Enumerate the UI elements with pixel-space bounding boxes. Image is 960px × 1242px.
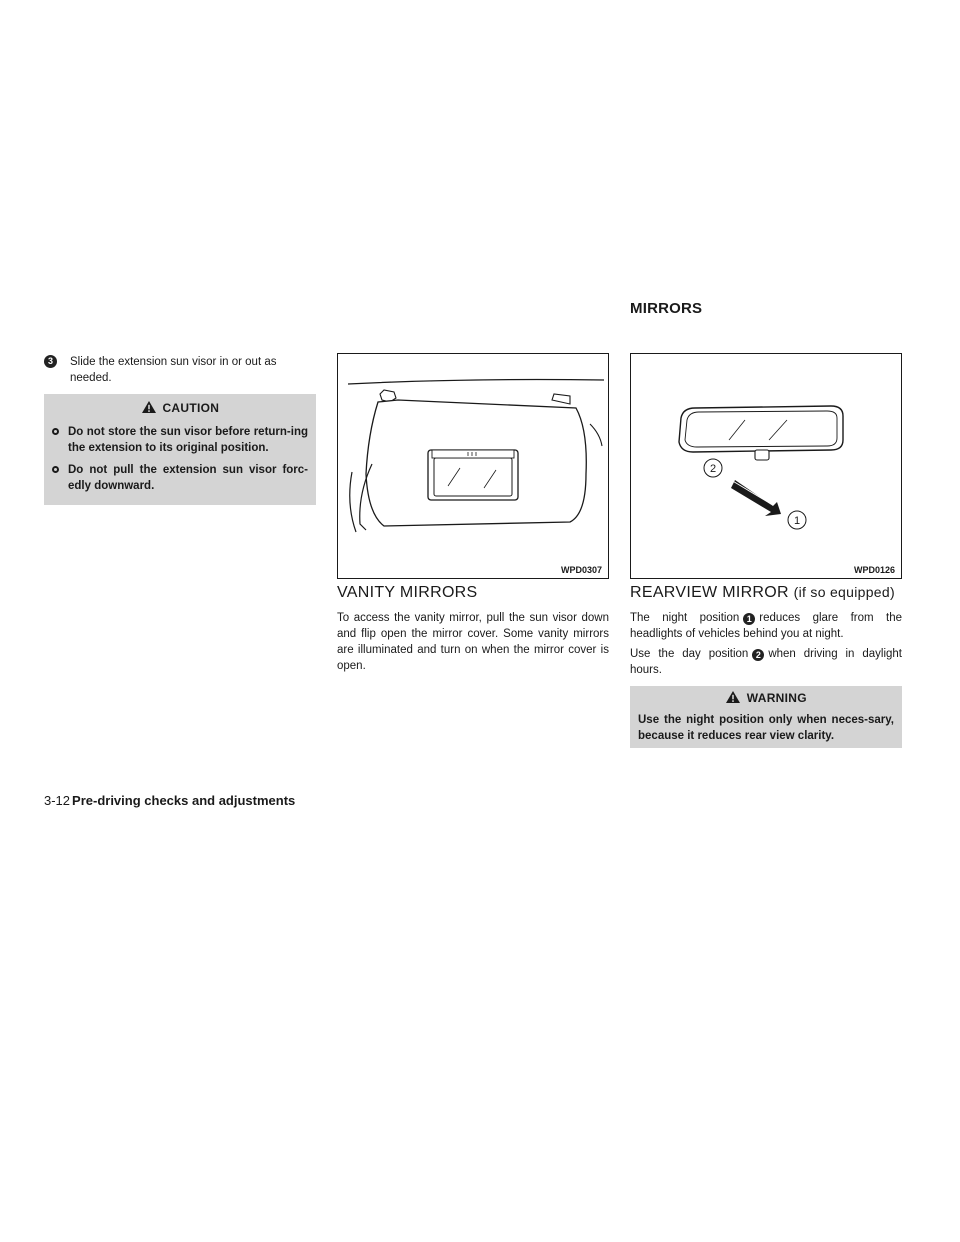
caution-list	[52, 424, 308, 500]
warning-heading-text: WARNING	[746, 691, 807, 705]
bullet-icon	[52, 428, 59, 435]
paragraph-text: The night position	[630, 612, 740, 624]
rearview-paragraph-1	[630, 610, 902, 642]
step-text: Slide the extension sun visor in or out as needed.	[70, 356, 277, 384]
step-item	[44, 354, 316, 386]
warning-box	[630, 686, 902, 748]
figure-code: WPD0126	[853, 565, 895, 575]
rearview-mirror-illustration	[631, 354, 901, 578]
rearview-heading	[630, 584, 895, 602]
vanity-heading: VANITY MIRRORS	[337, 584, 478, 601]
caution-item-text: Do not store the sun visor before return-ing the extension to its original position.	[68, 426, 308, 454]
callout-2-label: 2	[709, 463, 717, 475]
caution-item	[52, 424, 308, 456]
vanity-mirror-figure	[337, 353, 609, 579]
bullet-icon	[52, 466, 59, 473]
vanity-body: To access the vanity mirror, pull the sun visor down and flip open the mirror cover. Some vanity mirrors are illuminated and turn on when the mirror cover is open.	[337, 612, 609, 672]
caution-heading-text: CAUTION	[162, 401, 220, 415]
caution-item-text: Do not pull the extension sun visor forc-edly downward.	[68, 464, 308, 492]
rearview-heading-suffix: (if so equipped)	[793, 584, 895, 600]
caution-box	[44, 394, 316, 505]
paragraph-text: reduces glare from the headlights of vehicles behind you at night.	[630, 612, 902, 640]
warning-icon	[725, 690, 741, 704]
caution-icon	[141, 400, 157, 414]
page-number: 3-12	[44, 793, 71, 808]
callout-number-badge: 1	[743, 613, 755, 625]
caution-heading	[44, 400, 316, 415]
warning-body: Use the night position only when neces-sary, because it reduces rear view clarity.	[638, 714, 894, 742]
figure-code: WPD0307	[560, 565, 602, 575]
paragraph-text: Use the day position	[630, 648, 749, 660]
rearview-heading-main: REARVIEW MIRROR	[630, 584, 789, 601]
step-number-badge: 3	[44, 355, 57, 368]
callout-number-badge: 2	[752, 649, 764, 661]
sun-visor-illustration	[338, 354, 608, 578]
chapter-title: Pre-driving checks and adjustments	[72, 793, 296, 808]
caution-item	[52, 462, 308, 494]
paragraph-text: when driving in daylight hours.	[630, 648, 902, 676]
rearview-paragraph-2	[630, 646, 902, 678]
callout-1-label: 1	[793, 515, 801, 527]
rearview-mirror-figure	[630, 353, 902, 579]
warning-heading	[630, 690, 902, 705]
section-title: MIRRORS	[630, 300, 703, 317]
page-footer	[44, 793, 295, 808]
